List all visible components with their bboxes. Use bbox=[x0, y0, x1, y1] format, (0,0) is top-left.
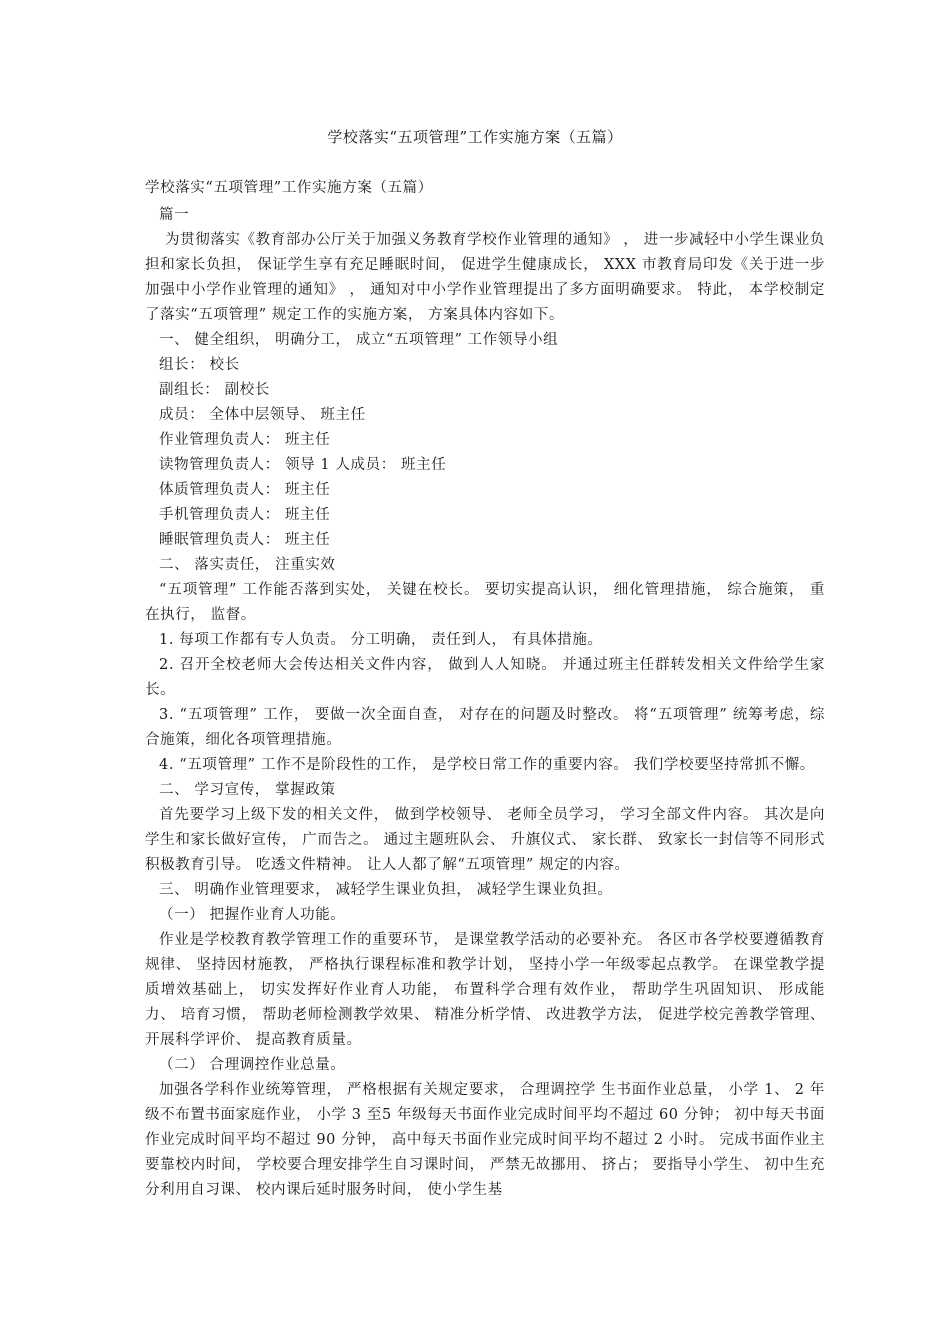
document-body bbox=[145, 176, 831, 1203]
paragraph: 作业是学校教育教学管理工作的重要环节， 是课堂教学活动的必要补充。 各区市各学校要遵循教育规律、 坚持因材施教， 严格执行课程标准和教学计划， 坚持小学一年级零起点教学。 在课堂教学提质增效基础上， 切实发挥好作业育人功能， 布置科学合理有效作业， 帮助学生巩固知识、 形成能力、 培育习惯， 帮助老师检测教学效果、 精准分析学情、 改进教学方法， 促进学校完善教学管理、 开展科学评价、 提高教育质量。 bbox=[145, 932, 831, 1048]
section-heading: 三、 明确作业管理要求， 减轻学生课业负担， 减轻学生课业负担。 bbox=[159, 882, 613, 898]
list-item: 体质管理负责人： 班主任 bbox=[159, 482, 331, 498]
paragraph: “五项管理” 工作能否落到实处， 关键在校长。 要切实提高认识， 细化管理措施， 综合施策， 重在执行， 监督。 bbox=[145, 582, 825, 623]
subsection-heading: （二） 合理调控作业总量。 bbox=[159, 1057, 346, 1073]
list-item: 副组长： 副校长 bbox=[159, 382, 270, 398]
numbered-item: 3. “五项管理” 工作， 要做一次全面自查， 对存在的问题及时整改。 将“五项管理” 统筹考虑，综合施策，细化各项管理措施。 bbox=[145, 707, 825, 748]
section-label: 篇一 bbox=[159, 207, 190, 223]
list-item: 组长： 校长 bbox=[159, 357, 240, 373]
numbered-item: 4. “五项管理” 工作不是阶段性的工作， 是学校日常工作的重要内容。 我们学校要坚持常抓不懈。 bbox=[159, 757, 815, 773]
section-heading: 二、 学习宣传， 掌握政策 bbox=[159, 782, 336, 798]
numbered-item: 1. 每项工作都有专人负责。 分工明确， 责任到人， 有具体措施。 bbox=[159, 632, 603, 648]
list-item: 手机管理负责人： 班主任 bbox=[159, 507, 331, 523]
document-title: 学校落实“五项管理”工作实施方案（五篇） bbox=[327, 128, 623, 146]
section-heading: 一、 健全组织， 明确分工， 成立“五项管理” 工作领导小组 bbox=[159, 332, 559, 348]
list-item: 作业管理负责人： 班主任 bbox=[159, 432, 331, 448]
list-item: 成员： 全体中层领导、 班主任 bbox=[159, 407, 366, 423]
list-item: 读物管理负责人： 领导 1 人成员： 班主任 bbox=[159, 457, 447, 473]
paragraph: 首先要学习上级下发的相关文件， 做到学校领导、 老师全员学习， 学习全部文件内容。 其次是向学生和家长做好宣传， 广而告之。 通过主题班队会、 升旗仪式、 家长群、 致家长一封信等不同形式积极教育引导。 吃透文件精神。 让人人都了解“五项管理” 规定的内容。 bbox=[145, 807, 825, 873]
subsection-heading: （一） 把握作业育人功能。 bbox=[159, 907, 346, 923]
paragraph: 加强各学科作业统筹管理， 严格根据有关规定要求， 合理调控学 生书面作业总量， 小学 1、 2 年级不布置书面家庭作业， 小学 3 至5 年级每天书面作业完成时间平均不超过 60 分钟； 初中每天书面作业完成时间平均不超过 90 分钟， 高中每天书面作业完成时间平均不超过 2 小时。 完成书面作业主要靠校内时间， 学校要合理安排学生自习课时间， 严禁无故挪用、 挤占； 要指导小学生、 初中生充分利用自习课、 校内课后延时服务时间， 使小学生基 bbox=[145, 1082, 825, 1198]
list-item: 睡眠管理负责人： 班主任 bbox=[159, 532, 331, 548]
document-heading: 学校落实“五项管理”工作实施方案（五篇） bbox=[145, 180, 433, 196]
section-heading: 二、 落实责任， 注重实效 bbox=[159, 557, 336, 573]
numbered-item: 2. 召开全校老师大会传达相关文件内容， 做到人人知晓。 并通过班主任群转发相关文件给学生家长。 bbox=[145, 657, 825, 698]
paragraph: 为贯彻落实《教育部办公厅关于加强义务教育学校作业管理的通知》 ， 进一步减轻中小学生课业负担和家长负担， 保证学生享有充足睡眠时间， 促进学生健康成长， XXX 市教育局印发《关于进一步加强中小学作业管理的通知》 ， 通知对中小学作业管理提出了多方面明确要求。 特此， 本学校制定了落实“五项管理” 规定工作的实施方案， 方案具体内容如下。 bbox=[145, 232, 825, 323]
